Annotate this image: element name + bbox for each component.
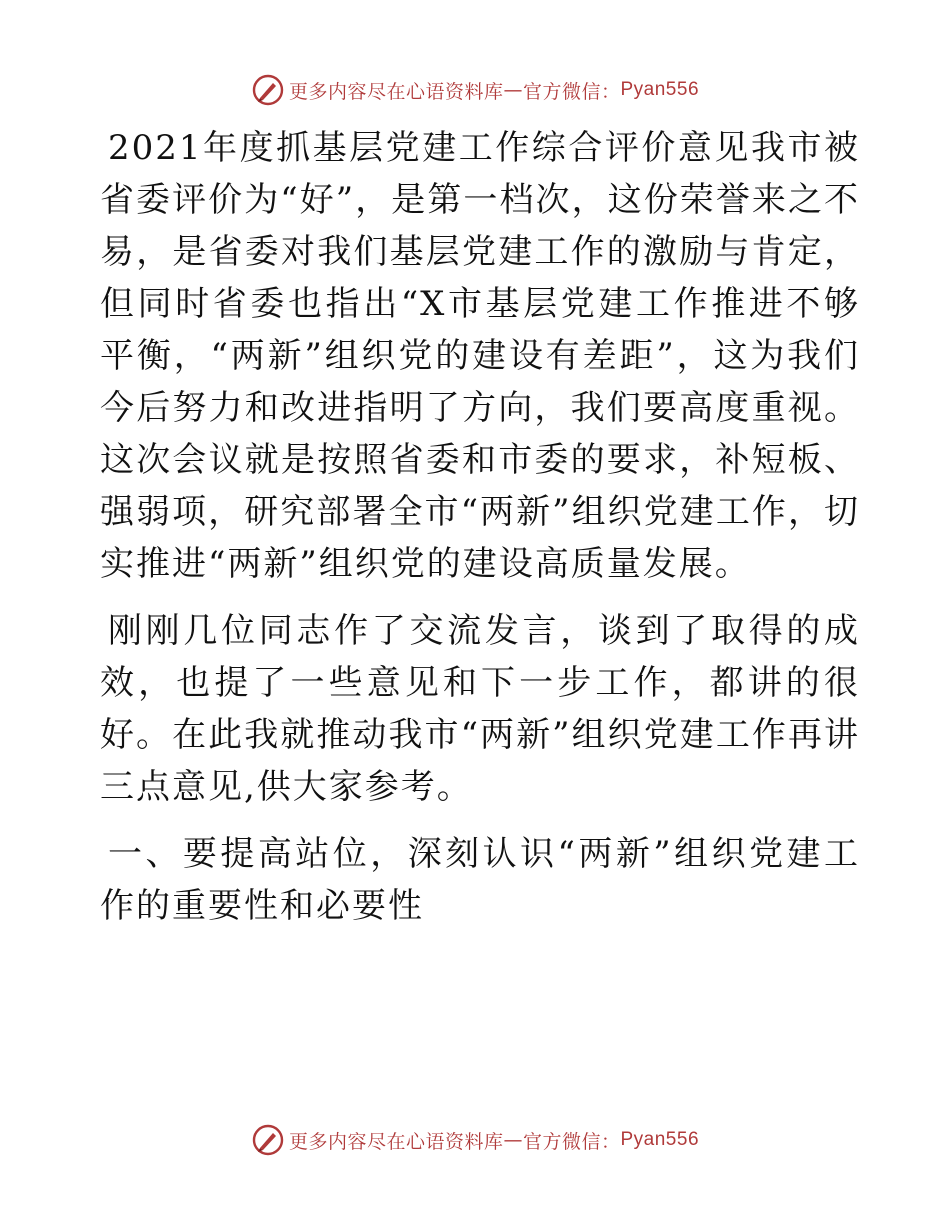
watermark-text: 更多内容尽在心语资料库	[288, 1130, 504, 1153]
document-body	[100, 122, 860, 932]
watermark-wechat-label: 官方微信：	[522, 80, 621, 103]
watermark-separator: —	[503, 79, 523, 101]
watermark-wechat-id: Pyan556	[620, 1129, 700, 1150]
watermark-text: 更多内容尽在心语资料库	[288, 80, 504, 103]
pen-logo-icon	[251, 1123, 285, 1157]
footer-watermark	[0, 1120, 950, 1160]
watermark-wechat-label: 官方微信：	[522, 1130, 621, 1153]
watermark-wechat-id: Pyan556	[620, 79, 700, 100]
header-watermark	[0, 70, 950, 110]
pen-logo-icon	[251, 73, 285, 107]
watermark-separator: —	[503, 1129, 523, 1151]
section-heading: 一、要提高站位，深刻认识“两新”组织党建工作的重要性和必要性	[100, 834, 860, 926]
paragraph-1: 2021年度抓基层党建工作综合评价意见我市被省委评价为“好”，是第一档次，这份荣誉来之不易，是省委对我们基层党建工作的激励与肯定，但同时省委也指出“X市基层党建工作推进不够平衡，“两新”组织党的建设有差距”，这为我们今后努力和改进指明了方向，我们要高度重视。这次会议就是按照省委和市委的要求，补短板、强弱项，研究部署全市“两新”组织党建工作，切实推进“两新”组织党的建设高质量发展。	[100, 128, 860, 584]
paragraph-2: 刚刚几位同志作了交流发言，谈到了取得的成效，也提了一些意见和下一步工作，都讲的很好。在此我就推动我市“两新”组织党建工作再讲三点意见,供大家参考。	[100, 611, 860, 807]
